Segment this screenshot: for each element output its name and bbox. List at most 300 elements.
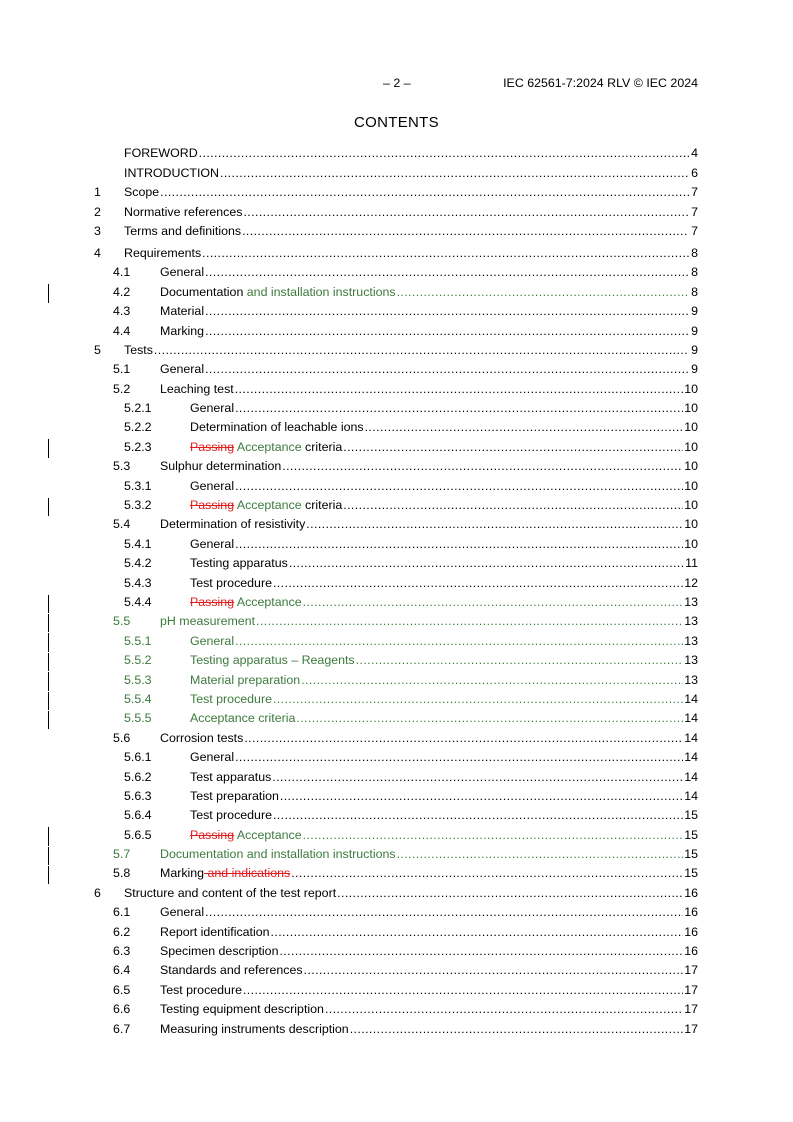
toc-entry-number: 5.5.1	[124, 633, 152, 648]
revision-change-bar	[48, 847, 49, 865]
toc-entry-page: 15	[684, 847, 698, 862]
toc-entry-number: 6	[94, 885, 101, 900]
dot-leader	[271, 925, 684, 940]
toc-entry[interactable]	[94, 1020, 698, 1039]
title-text: Terms and definitions	[124, 223, 242, 238]
toc-entry[interactable]	[94, 923, 698, 942]
toc-entry-page: 13	[684, 594, 698, 609]
deleted-text: Passing	[190, 439, 235, 454]
dot-leader	[337, 886, 683, 901]
dot-leader	[350, 1022, 684, 1037]
toc-entry-page: 13	[684, 633, 698, 648]
toc-entry-page: 10	[684, 536, 698, 551]
toc-entry-number: 4.3	[113, 304, 131, 319]
toc-entry-number: 4	[94, 245, 101, 260]
toc-entry-number: 6.5	[113, 982, 131, 997]
toc-entry-number: 5	[94, 342, 101, 357]
toc-entry-page: 8	[691, 284, 698, 299]
dot-leader	[202, 246, 689, 261]
toc-entry-title	[160, 944, 278, 959]
toc-entry[interactable]	[94, 884, 698, 903]
toc-entry-number: 5.6.4	[124, 808, 152, 823]
toc-entry-page: 9	[691, 342, 698, 357]
dot-leader	[303, 595, 684, 610]
dot-leader	[205, 304, 689, 319]
revision-change-bar	[48, 439, 49, 457]
title-text: Test procedure	[190, 575, 272, 590]
toc-entry-number: 5.2.3	[124, 439, 152, 454]
toc-entry-page: 17	[684, 963, 698, 978]
toc-entry-title	[124, 146, 198, 161]
title-text: Material preparation	[190, 672, 301, 687]
toc-entry[interactable]	[94, 361, 698, 380]
title-text: Test procedure	[190, 691, 272, 706]
toc-entry-page: 10	[684, 478, 698, 493]
dot-leader	[205, 905, 683, 920]
toc-entry-title	[190, 828, 302, 843]
toc-entry-page: 10	[684, 420, 698, 435]
toc-entry-title	[160, 614, 255, 629]
revision-change-bar	[48, 692, 49, 710]
toc-entry-page: 15	[684, 866, 698, 881]
toc-entry-number: 5.3.2	[124, 498, 152, 513]
toc-entry-page: 7	[691, 223, 698, 238]
title-text: Documentation	[160, 284, 244, 299]
toc-entry-title	[190, 634, 234, 649]
revision-change-bar	[48, 633, 49, 651]
toc-entry-title	[160, 285, 396, 300]
revision-change-bar	[48, 866, 49, 884]
title-text: General	[160, 905, 205, 920]
toc-entry-number: 2	[94, 204, 101, 219]
toc-entry-title	[190, 711, 295, 726]
revision-change-bar	[48, 614, 49, 632]
toc-entry[interactable]	[94, 477, 698, 496]
title-text: General	[190, 401, 235, 416]
dot-leader	[154, 343, 689, 358]
toc-entry-title	[160, 459, 281, 474]
title-text: Testing apparatus – Reagents	[190, 653, 355, 668]
toc-entry-page: 14	[684, 750, 698, 765]
title-text: Standards and references	[160, 963, 303, 978]
toc-entry-page: 16	[684, 944, 698, 959]
toc-entry-page: 4	[691, 146, 698, 161]
toc-entry-page: 10	[684, 459, 698, 474]
toc-entry[interactable]	[94, 613, 698, 632]
dot-leader	[356, 653, 684, 668]
dot-leader	[273, 692, 683, 707]
revision-change-bar	[48, 498, 49, 516]
title-text: Determination of resistivity	[160, 517, 306, 532]
toc-entry-title	[190, 537, 234, 552]
toc-entry-page: 15	[684, 808, 698, 823]
toc-entry-page: 13	[684, 653, 698, 668]
deleted-text: Passing	[190, 498, 235, 513]
title-text: Test apparatus	[190, 769, 272, 784]
dot-leader	[272, 770, 683, 785]
toc-entry[interactable]	[94, 826, 698, 845]
dot-leader	[289, 556, 684, 571]
toc-entry[interactable]	[94, 203, 698, 222]
toc-entry-page: 8	[691, 265, 698, 280]
dot-leader	[273, 576, 683, 591]
toc-entry[interactable]	[94, 400, 698, 419]
title-text: Report identification	[160, 924, 270, 939]
toc-entry-title	[190, 653, 355, 668]
toc-entry-title	[160, 905, 204, 920]
toc-entry[interactable]	[94, 865, 698, 884]
toc-entry-number: 5.6	[113, 730, 131, 745]
title-text: General	[190, 633, 235, 648]
dot-leader	[205, 324, 689, 339]
toc-entry-page: 15	[684, 827, 698, 842]
toc-entry-title	[124, 886, 336, 901]
toc-entry-number: 5.4.2	[124, 556, 152, 571]
toc-entry-title	[160, 847, 396, 862]
toc-entry-title	[160, 362, 204, 377]
title-text: Normative references	[124, 204, 243, 219]
toc-entry-number: 5.6.5	[124, 827, 152, 842]
toc-entry-number: 5.4.4	[124, 594, 152, 609]
dot-leader	[306, 517, 683, 532]
toc-entry-title	[190, 789, 279, 804]
toc-entry-page: 9	[691, 304, 698, 319]
toc-entry-number: 6.7	[113, 1021, 131, 1036]
toc-entry-number: 4.1	[113, 265, 131, 280]
toc-entry-number: 5.7	[113, 847, 131, 862]
toc-entry-title	[190, 770, 271, 785]
toc-entry[interactable]	[94, 671, 698, 690]
toc-entry-page: 7	[691, 185, 698, 200]
toc-entry[interactable]	[94, 1001, 698, 1020]
title-text: Acceptance criteria	[190, 711, 296, 726]
document-identifier: IEC 62561-7:2024 RLV © IEC 2024	[503, 76, 698, 90]
dot-leader	[220, 166, 689, 181]
toc-entry[interactable]	[94, 283, 698, 302]
toc-entry[interactable]	[94, 184, 698, 203]
title-text: Testing equipment description	[160, 1002, 324, 1017]
toc-entry-number: 5.5.5	[124, 711, 152, 726]
toc-entry[interactable]	[94, 594, 698, 613]
toc-entry-title	[190, 673, 300, 688]
toc-entry[interactable]	[94, 458, 698, 477]
toc-entry-number: 5.2.1	[124, 401, 152, 416]
toc-entry-number: 6.2	[113, 924, 131, 939]
toc-entry-page: 9	[691, 362, 698, 377]
toc-entry-title	[160, 324, 204, 339]
dot-leader	[205, 362, 689, 377]
toc-entry-title	[124, 166, 219, 181]
dot-leader	[365, 420, 684, 435]
toc-entry[interactable]	[94, 342, 698, 361]
toc-entry-number: 5.3.1	[124, 478, 152, 493]
toc-entry-number: 6.4	[113, 963, 131, 978]
toc-entry-page: 14	[684, 691, 698, 706]
deleted-text: Passing	[190, 594, 235, 609]
toc-entry-title	[190, 595, 302, 610]
toc-entry-page: 14	[684, 769, 698, 784]
toc-entry[interactable]	[94, 322, 698, 341]
toc-entry-title	[160, 925, 270, 940]
toc-entry[interactable]	[94, 691, 698, 710]
title-text: FOREWORD	[124, 146, 198, 161]
page-number: – 2 –	[383, 76, 411, 90]
dot-leader	[301, 673, 683, 688]
title-text: Documentation and installation instructions	[160, 847, 396, 862]
toc-entry-title	[190, 420, 364, 435]
revision-change-bar	[48, 672, 49, 690]
toc-entry-number: 1	[94, 185, 101, 200]
toc-entry-title	[160, 382, 234, 397]
dot-leader	[235, 634, 683, 649]
toc-entry-number: 5.8	[113, 866, 131, 881]
toc-entry[interactable]	[94, 223, 698, 242]
revision-change-bar	[48, 595, 49, 613]
toc-entry[interactable]	[94, 632, 698, 651]
toc-entry-title	[160, 731, 243, 746]
toc-entry-page: 6	[691, 165, 698, 180]
toc-entry-title	[160, 866, 290, 881]
toc-entry[interactable]	[94, 535, 698, 554]
toc-entry[interactable]	[94, 981, 698, 1000]
toc-entry-number: 5.5.4	[124, 691, 152, 706]
toc-entry-page: 10	[684, 439, 698, 454]
dot-leader	[279, 944, 683, 959]
title-text: Requirements	[124, 245, 202, 260]
dot-leader	[205, 265, 689, 280]
dot-leader	[243, 983, 683, 998]
toc-entry[interactable]	[94, 904, 698, 923]
toc-entry-page: 10	[684, 498, 698, 513]
toc-entry-title	[124, 246, 201, 261]
title-text: Test preparation	[190, 788, 279, 803]
dot-leader	[304, 963, 684, 978]
toc-entry-number: 4.4	[113, 323, 131, 338]
toc-entry[interactable]	[94, 303, 698, 322]
toc-entry-title	[160, 304, 204, 319]
title-text: pH measurement	[160, 614, 256, 629]
toc-entry-title	[190, 479, 234, 494]
toc-entry-page: 13	[684, 672, 698, 687]
title-text: criteria	[301, 498, 343, 513]
revision-change-bar	[48, 284, 49, 302]
dot-leader	[160, 185, 689, 200]
title-text: criteria	[301, 439, 343, 454]
toc-entry-number: 5.2	[113, 381, 131, 396]
toc-entry-number: 5.5.3	[124, 672, 152, 687]
title-text: Scope	[124, 185, 160, 200]
toc-entry-page: 11	[685, 556, 698, 571]
toc-entry-title	[190, 750, 234, 765]
toc-entry[interactable]	[94, 145, 698, 164]
dot-leader	[325, 1002, 683, 1017]
title-text: Determination of leachable ions	[190, 420, 364, 435]
toc-entry-number: 5.4.1	[124, 536, 152, 551]
revision-change-bar	[48, 711, 49, 729]
toc-entry-page: 10	[684, 381, 698, 396]
toc-entry-title	[160, 265, 204, 280]
dot-leader	[242, 224, 689, 239]
dot-leader	[235, 401, 683, 416]
toc-entry-number: 5.3	[113, 459, 131, 474]
toc-entry[interactable]	[94, 264, 698, 283]
revision-change-bar	[48, 827, 49, 845]
toc-entry-title	[160, 963, 303, 978]
toc-entry-title	[124, 205, 242, 220]
toc-entry-page: 13	[684, 614, 698, 629]
page-header	[0, 76, 793, 92]
toc-entry[interactable]	[94, 516, 698, 535]
title-text: General	[190, 478, 235, 493]
toc-entry-number: 5.2.2	[124, 420, 152, 435]
toc-entry-number: 6.6	[113, 1002, 131, 1017]
toc-entry[interactable]	[94, 807, 698, 826]
toc-entry-number: 5.4	[113, 517, 131, 532]
toc-entry-title	[160, 1002, 324, 1017]
dot-leader	[343, 498, 683, 513]
toc-entry-page: 17	[684, 982, 698, 997]
toc-entry-page: 14	[684, 788, 698, 803]
dot-leader	[343, 440, 683, 455]
toc-entry[interactable]	[94, 846, 698, 865]
toc-entry[interactable]	[94, 438, 698, 457]
toc-entry-title	[124, 224, 241, 239]
toc-entry-page: 8	[691, 245, 698, 260]
added-text: Acceptance	[234, 498, 302, 513]
toc-entry-page: 16	[684, 885, 698, 900]
toc-entry-title	[160, 983, 242, 998]
dot-leader	[235, 382, 683, 397]
toc-entry-title	[124, 185, 159, 200]
toc-entry-title	[190, 401, 234, 416]
toc-entry[interactable]	[94, 497, 698, 516]
title-text: Test procedure	[160, 982, 242, 997]
title-text: General	[160, 362, 205, 377]
toc-entry[interactable]	[94, 768, 698, 787]
title-text: Test procedure	[190, 808, 272, 823]
toc-entry[interactable]	[94, 943, 698, 962]
dot-leader	[291, 866, 683, 881]
title-text: General	[190, 536, 235, 551]
title-text: Marking	[160, 866, 205, 881]
title-text: Tests	[124, 342, 153, 357]
toc-entry[interactable]	[94, 380, 698, 399]
added-text: Acceptance	[234, 827, 302, 842]
title-text: INTRODUCTION	[124, 165, 219, 180]
title-text: Leaching test	[160, 381, 234, 396]
toc-entry-number: 5.4.3	[124, 575, 152, 590]
revision-change-bar	[48, 653, 49, 671]
toc-entry-number: 5.6.3	[124, 788, 152, 803]
deleted-text: Passing	[190, 827, 235, 842]
added-text: Acceptance	[234, 594, 302, 609]
dot-leader	[235, 750, 683, 765]
toc-entry[interactable]	[94, 652, 698, 671]
dot-leader	[397, 285, 689, 300]
toc-entry-title	[160, 517, 305, 532]
toc-entry-page: 10	[684, 401, 698, 416]
toc-entry-title	[124, 343, 153, 358]
title-text: Structure and content of the test report	[124, 885, 337, 900]
toc-entry[interactable]	[94, 574, 698, 593]
title-text: Specimen description	[160, 944, 279, 959]
toc-entry-title	[190, 692, 272, 707]
toc-entry-page: 12	[684, 575, 698, 590]
dot-leader	[282, 459, 683, 474]
page-title: CONTENTS	[354, 114, 439, 131]
toc-entry-title	[160, 1022, 349, 1037]
dot-leader	[303, 828, 684, 843]
toc-entry-number: 6.3	[113, 944, 131, 959]
added-text: and installation instructions	[243, 284, 396, 299]
dot-leader	[397, 847, 684, 862]
toc-entry[interactable]	[94, 164, 698, 183]
dot-leader	[244, 731, 683, 746]
toc-entry-number: 5.6.1	[124, 750, 152, 765]
toc-entry-page: 10	[684, 517, 698, 532]
toc-entry-number: 5.5.2	[124, 653, 152, 668]
title-text: Material	[160, 304, 205, 319]
deleted-text: and indications	[204, 866, 291, 881]
dot-leader	[199, 146, 689, 161]
toc-entry-title	[190, 808, 272, 823]
toc-entry-page: 16	[684, 924, 698, 939]
toc-entry-title	[190, 576, 272, 591]
toc-entry-number: 3	[94, 223, 101, 238]
toc-entry-page: 14	[684, 711, 698, 726]
toc-entry[interactable]	[94, 962, 698, 981]
toc-entry-number: 6.1	[113, 905, 131, 920]
toc-entry-page: 16	[684, 905, 698, 920]
toc-entry-title	[190, 440, 342, 455]
toc-entry-page: 17	[684, 1021, 698, 1036]
toc-entry-page: 7	[691, 204, 698, 219]
added-text: Acceptance	[234, 439, 302, 454]
toc-entry[interactable]	[94, 242, 698, 264]
toc-entry-page: 9	[691, 323, 698, 338]
toc-entry[interactable]	[94, 729, 698, 748]
toc-entry[interactable]	[94, 419, 698, 438]
dot-leader	[235, 537, 683, 552]
toc-entry[interactable]	[94, 749, 698, 768]
dot-leader	[296, 711, 683, 726]
title-text: General	[190, 750, 235, 765]
toc-entry[interactable]	[94, 788, 698, 807]
title-text: Sulphur determination	[160, 459, 282, 474]
toc-entry-number: 5.6.2	[124, 769, 152, 784]
title-text: General	[160, 265, 205, 280]
dot-leader	[280, 789, 683, 804]
dot-leader	[273, 808, 683, 823]
toc-entry-number: 5.1	[113, 362, 131, 377]
toc-entry-page: 14	[684, 730, 698, 745]
toc-entry-title	[190, 498, 342, 513]
title-text: Measuring instruments description	[160, 1021, 349, 1036]
title-text: Testing apparatus	[190, 556, 288, 571]
toc-entry[interactable]	[94, 555, 698, 574]
toc-entry-page: 17	[684, 1002, 698, 1017]
toc-entry-title	[190, 556, 288, 571]
toc-entry-number: 4.2	[113, 284, 131, 299]
table-of-contents	[94, 145, 698, 1040]
title-text: Marking	[160, 323, 205, 338]
toc-entry[interactable]	[94, 710, 698, 729]
dot-leader	[256, 614, 683, 629]
title-text: Corrosion tests	[160, 730, 244, 745]
dot-leader	[243, 205, 689, 220]
toc-entry-number: 5.5	[113, 614, 131, 629]
dot-leader	[235, 479, 683, 494]
